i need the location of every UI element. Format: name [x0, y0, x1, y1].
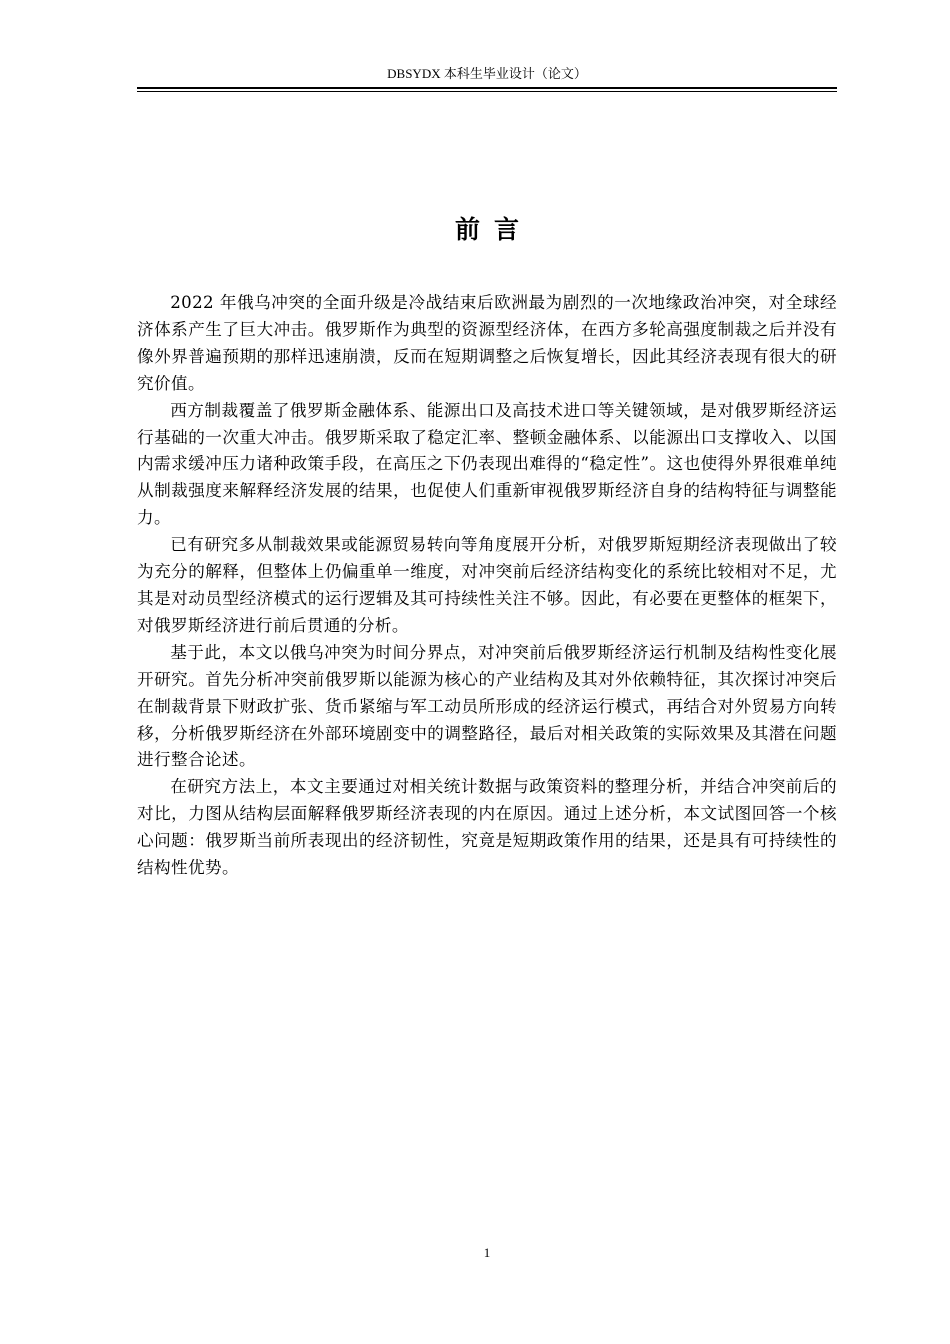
header-rule-thick [137, 87, 837, 89]
page-title: 前言 [454, 214, 533, 244]
running-header: DBSYDX 本科生毕业设计（论文） [387, 66, 587, 81]
header-rule-thin [137, 91, 837, 92]
paragraph-1: 2022 年俄乌冲突的全面升级是冷战结束后欧洲最为剧烈的一次地缘政治冲突，对全球经济体系产生了巨大冲击。俄罗斯作为典型的资源型经济体，在西方多轮高强度制裁之后并没有像外界普遍预期的那样迅速崩溃，反而在短期调整之后恢复增长，因此其经济表现有很大的研究价值。 [137, 293, 837, 393]
paragraph-5: 在研究方法上，本文主要通过对相关统计数据与政策资料的整理分析，并结合冲突前后的对比，力图从结构层面解释俄罗斯经济表现的内在原因。通过上述分析，本文试图回答一个核心问题：俄罗斯当前所表现出的经济韧性，究竟是短期政策作用的结果，还是具有可持续性的结构性优势。 [137, 777, 837, 878]
page-number: 1 [483, 1245, 491, 1260]
paragraph-2: 西方制裁覆盖了俄罗斯金融体系、能源出口及高技术进口等关键领域，是对俄罗斯经济运行基础的一次重大冲击。俄罗斯采取了稳定汇率、整顿金融体系、以能源出口支撑收入、以国内需求缓冲压力诸种政策手段，在高压之下仍表现出难得的“稳定性”。这也使得外界很难单纯从制裁强度来解释经济发展的结果，也促使人们重新审视俄罗斯经济自身的结构特征与调整能力。 [137, 400, 837, 528]
body-text [137, 290, 837, 882]
paragraph-3: 已有研究多从制裁效果或能源贸易转向等角度展开分析，对俄罗斯短期经济表现做出了较为充分的解释，但整体上仍偏重单一维度，对冲突前后经济结构变化的系统比较相对不足，尤其是对动员型经济模式的运行逻辑及其可持续性关注不够。因此，有必要在更整体的框架下，对俄罗斯经济进行前后贯通的分析。 [137, 535, 837, 635]
paragraph-4: 基于此，本文以俄乌冲突为时间分界点，对冲突前后俄罗斯经济运行机制及结构性变化展开研究。首先分析冲突前俄罗斯以能源为核心的产业结构及其对外依赖特征，其次探讨冲突后在制裁背景下财政扩张、货币紧缩与军工动员所形成的经济运行模式，再结合对外贸易方向转移，分析俄罗斯经济在外部环境剧变中的调整路径，最后对相关政策的实际效果及其潜在问题进行整合论述。 [137, 642, 837, 770]
